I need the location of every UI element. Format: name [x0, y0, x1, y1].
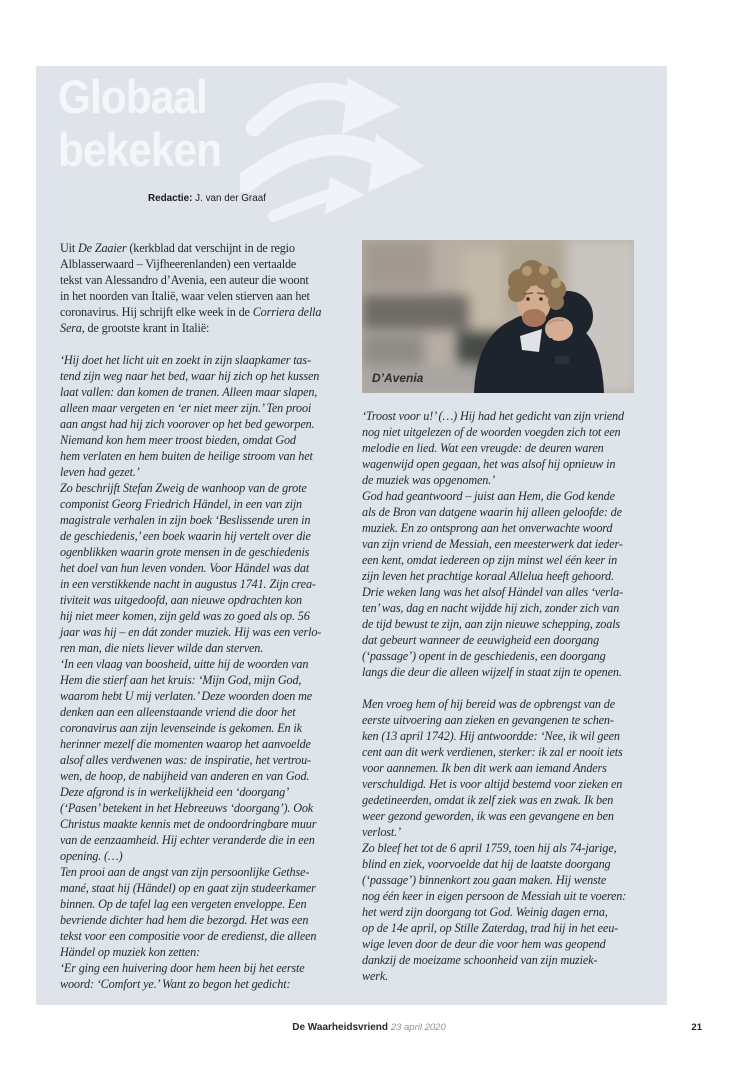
- page-title: [58, 70, 221, 176]
- issue-date: 23 april 2020: [390, 1022, 446, 1033]
- footer-center: [0, 1022, 738, 1033]
- page-number: 21: [691, 1022, 702, 1033]
- photo-caption: D’Avenia: [372, 371, 424, 385]
- photo-davenia: [362, 240, 634, 393]
- globe-arrows-icon: [240, 66, 425, 226]
- page-title-line1: Globaal: [58, 70, 207, 123]
- redactie-label: Redactie:: [148, 192, 193, 204]
- article-paragraph: ‘Er ging een huivering door hem heen bij het eerste woord: ‘Comfort ye.’ Want zo begon het gedicht:: [60, 961, 305, 991]
- page-footer: [0, 1022, 738, 1033]
- article-paragraph: ‘In een vlaag van boosheid, uitte hij de woorden van Hem die stierf aan het kruis: ‘Mijn God, mijn God, waarom hebt U mij verlaten.’ Deze woorden doen me denken aan een alleenstaande vriend die door het coronavirus aan zijn levenseinde is gekomen. En ik herinner mezelf die momenten waarop het aanvoelde alsof alles verdwenen was: de inspiratie, het vertrou- wen, de hoop, de nabijheid van anderen en van God. Deze afgrond is in werkelijkheid een ‘doorgang’ (‘Pasen’ betekent in het Hebreeuws ‘doorgang’). Ook Christus maakte kennis met de ondoordringbare muur van de eenzaamheid. Hij echter veranderde die in een opening. (…): [60, 657, 317, 863]
- article-header: [36, 66, 667, 240]
- magazine-name: De Waarheidsvriend: [292, 1022, 389, 1033]
- article-paragraph: Ten prooi aan de angst van zijn persoonlijke Gethse- mané, staat hij (Händel) op en gaat zijn studeerkamer binnen. Op de tafel lag een vergeten enveloppe. Een bevriende dichter had hem die bezorgd. Het was een tekst voor een compositie voor de eredienst, die alleen Händel op muziek kon zetten:: [60, 865, 317, 959]
- article-paragraph: ‘Hij doet het licht uit en zoekt in zijn slaapkamer tas- tend zijn weg naar het bed, waar hij zich op het kussen laat vallen: dan komen de tranen. Alleen maar slapen, alleen maar vergeten en ‘er niet meer zijn.’ Ten prooi aan angst had hij zich voorover op het bed geworpen. Niemand kon hem meer troost bieden, omdat God hem verlaten en hem buiten de heilige stroom van het leven had gezet.’: [60, 353, 320, 479]
- article-paragraph: Uit De Zaaier (kerkblad dat verschijnt in de regio Alblasserwaard – Vijfheerenlanden) een vertaalde tekst van Alessandro d’Avenia, een auteur die woont in het noorden van Italië, waar velen stierven aan het coronavirus. Hij schrijft elke week in de Corriera della Sera, de grootste krant in Italië:: [60, 241, 322, 335]
- column-right: [362, 240, 656, 992]
- article-block: [36, 66, 667, 1005]
- redactie-name: J. van der Graaf: [192, 192, 266, 204]
- article-paragraph: Zo beschrijft Stefan Zweig de wanhoop van de grote componist Georg Friedrich Händel, in een van zijn magistrale verhalen in zijn boek ‘Beslissende uren in de geschiedenis,’ een boek waarin hij vertelt over die ogenblikken waarin grote mensen in de geschiedenis het doel van hun leven vonden. Voor Händel was dat in een verstikkende nacht in augustus 1741. Zijn crea- tiviteit was uitgedoofd, aan nieuwe opdrachten kon hij niet meer komen, zijn geld was zo goed als op. 56 jaar was hij – en dát zonder muziek. Hij was een verlo- ren man, die niets liever wilde dan sterven.: [60, 481, 322, 655]
- column-right-text: [362, 408, 656, 984]
- article-columns: [36, 240, 667, 992]
- column-left: [60, 240, 354, 992]
- article-paragraph: Men vroeg hem of hij bereid was de opbrengst van de eerste uitvoering aan zieken en gevangenen te schen- ken (13 april 1742). Hij antwoordde: ‘Nee, ik wil geen cent aan dit werk verdienen, sterker: ik zal er nooit iets voor aannemen. Ik ben dit werk aan iemand Anders verschuldigd. Het is voor altijd bestemd voor zieken en gedetineerden, omdat ik zelf ziek was en zwak. Ik ben weer gezond geworden, ik was een gevangene en ben verlost.’: [362, 697, 623, 839]
- redactie-line: [148, 192, 266, 204]
- article-paragraph: God had geantwoord – juist aan Hem, die God kende als de Bron van datgene waarin hij alleen geloofde: de muziek. En zo ontsprong aan het onverwachte woord van zijn vriend de Messiah, een meesterwerk dat ieder- een kent, omdat iedereen op zijn minst wel één keer in zijn leven het prachtige koraal Allelua heeft gehoord. Drie weken lang was het alsof Händel van alles ‘verla- ten’ was, dag en nacht wijdde hij zich, zonder zich van de tijd bewust te zijn, aan zijn nieuwe schepping, zoals dat gebeurt wanneer de eeuwigheid een doorgang (‘passage’) opent in de geschiedenis, een doorgang langs die deur die alleen wijzelf in staat zijn te openen.: [362, 489, 623, 679]
- article-paragraph: ‘Troost voor u!’ (…) Hij had het gedicht van zijn vriend nog niet uitgelezen of de woorden voegden zich tot een melodie en lied. Wat een vreugde: de deuren waren wagenwijd open gegaan, het was alsof hij opnieuw in de muziek was opgenomen.’: [362, 409, 624, 487]
- page-title-line2: bekeken: [58, 123, 222, 176]
- article-paragraph: Zo bleef het tot de 6 april 1759, toen hij als 74-jarige, blind en ziek, voorvoelde dat hij de laatste doorgang (‘passage’) binnenkort zou gaan maken. Hij wenste nog één keer in eigen persoon de Messiah uit te voeren: het werd zijn doorgang tot God. Weinig dagen erna, op de 14e april, op Stille Zaterdag, trad hij in het eeu- wige leven door de deur die voor hem was geopend dankzij de moeizame schoonheid van zijn muziek- werk.: [362, 841, 627, 983]
